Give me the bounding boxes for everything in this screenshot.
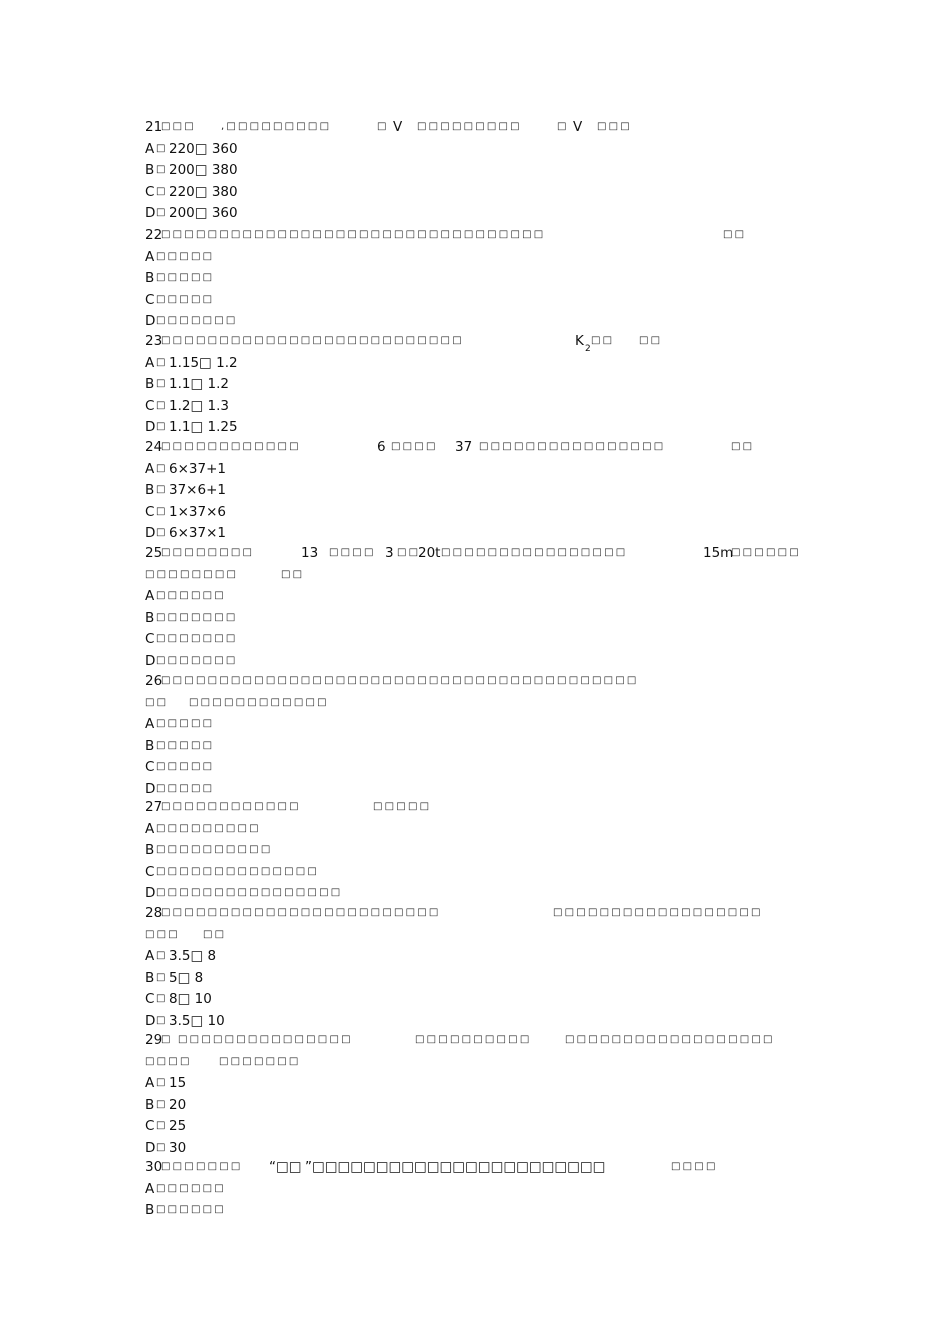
question-text: □□ (281, 568, 305, 580)
question-text: □□□□□□□□□□□□ (161, 441, 301, 452)
option-text: 1.1□ 1.2 (169, 376, 229, 392)
question-text: □□ (723, 229, 747, 240)
question-number: 23 (145, 333, 163, 349)
option-text: □□□□□ (156, 272, 215, 283)
question-text: ”□□□□□□□□□□□□□□□□□□□□□□□ (305, 1159, 606, 1175)
option-text: 1.15□ 1.2 (169, 354, 238, 371)
option-text: 3.5□ 8 (169, 948, 217, 964)
option-letter: B (145, 482, 155, 498)
option-text: □□□□□□□□□ (156, 822, 261, 834)
question-text: V (393, 119, 403, 135)
option-separator: □ (156, 356, 168, 368)
question-text: □□ (731, 441, 755, 452)
option-text: □□□□□□□□□□□□□□ (156, 865, 320, 877)
option-text: 1×37×6 (169, 503, 226, 520)
question-number: 24 (145, 439, 163, 455)
question-text: □□□□□□□□□□□□□□□□□□□□□□□□□□□□□□□□□□□□□□□□□ (161, 675, 639, 686)
option-letter: D (145, 885, 156, 901)
option-separator: □ (156, 1098, 168, 1110)
option-text: 200□ 380 (169, 162, 238, 178)
option-text: 220□ 380 (169, 183, 238, 200)
option-text: 6×37×1 (169, 525, 226, 541)
question-text: □□□□□□□□□□□□ (161, 801, 301, 812)
question-text: K (575, 333, 584, 349)
option-text: □□□□□□□ (156, 611, 238, 623)
option-separator: □ (156, 527, 168, 538)
option-separator: □ (156, 185, 168, 197)
option-separator: □ (156, 142, 168, 154)
question-text: 20t (418, 545, 441, 561)
question-text: 37 (455, 439, 473, 455)
question-number: 21 (145, 119, 163, 135)
option-letter: B (145, 842, 155, 858)
option-text: 15 (169, 1075, 187, 1091)
question-number: 26 (145, 673, 163, 689)
option-text: 200□ 360 (169, 205, 238, 221)
option-text: □□□□□□ (156, 1182, 226, 1194)
option-letter: C (145, 291, 155, 308)
option-letter: D (145, 419, 156, 435)
question-text: □□ (145, 696, 169, 708)
option-letter: D (145, 525, 156, 541)
option-text: □□□□□□□ (156, 633, 238, 644)
question-text: □□□□□ (373, 801, 432, 812)
option-letter: A (145, 460, 155, 477)
question-text: □□□□□□□ (161, 1161, 243, 1172)
question-text: □□□ (145, 928, 180, 940)
option-letter: B (145, 737, 155, 754)
option-separator: □ (156, 505, 168, 517)
option-letter: B (145, 969, 155, 986)
option-text: □□□□□ (156, 293, 215, 305)
option-separator: □ (156, 378, 168, 389)
option-text: 8□ 10 (169, 991, 212, 1007)
question-text: □□□□□□□□□□□□□□□□□□ (565, 1034, 775, 1045)
option-separator: □ (156, 971, 168, 983)
option-letter: C (145, 183, 155, 200)
option-letter: A (145, 948, 155, 964)
option-separator: □ (156, 164, 168, 175)
option-text: □□□□□□□□□□ (156, 844, 273, 855)
question-number: 29 (145, 1032, 163, 1048)
question-text: □□□ (161, 121, 196, 132)
question-text: □□□□□□□□□□□□□□□□ (441, 547, 628, 558)
option-text: □□□□□ (156, 739, 215, 751)
option-letter: D (145, 1012, 156, 1029)
question-text: □ (377, 121, 389, 132)
option-separator: □ (156, 207, 168, 218)
question-text: 13 (301, 545, 319, 561)
option-letter: D (145, 780, 156, 797)
option-letter: A (145, 140, 155, 157)
question-text: □□ (203, 928, 227, 940)
question-text: □□□□ (391, 441, 438, 452)
option-letter: B (145, 1096, 155, 1113)
option-text: 30 (169, 1139, 187, 1156)
question-number: 27 (145, 799, 163, 815)
question-text: 3 (385, 545, 394, 561)
question-text: □□□□□□□□□□□□□□□□□□□□□□□□ (161, 907, 441, 918)
option-letter: A (145, 716, 155, 732)
question-text: ,□□□□□□□□□ (221, 121, 332, 132)
option-text: □□□□□□□ (156, 654, 238, 666)
option-text: 37×6+1 (169, 482, 226, 498)
option-text: 25 (169, 1118, 187, 1134)
option-letter: A (145, 1180, 155, 1197)
option-text: 3.5□ 10 (169, 1012, 225, 1029)
question-text: □ (557, 121, 569, 132)
option-letter: A (145, 1075, 155, 1091)
option-text: 20 (169, 1096, 187, 1113)
question-text: 2 (585, 344, 591, 354)
option-text: □□□□□ (156, 718, 215, 729)
question-text: □□□□□□□□□□ (415, 1034, 532, 1045)
question-text: □ □□□□□□□□□□□□□□□ (161, 1034, 353, 1045)
option-separator: □ (156, 399, 168, 411)
question-text: □□□□□□□□□□□□ (189, 696, 329, 708)
option-text: □□□□□□ (156, 1204, 226, 1215)
option-letter: C (145, 991, 155, 1007)
option-separator: □ (156, 462, 168, 474)
option-text: □□□□□□□□□□□□□□□□ (156, 887, 343, 898)
question-text: □□□□□□□□ (161, 547, 255, 558)
question-text: “□□ (269, 1159, 302, 1175)
option-text: 1.1□ 1.25 (169, 419, 238, 435)
option-separator: □ (156, 1120, 168, 1131)
question-text: □□□□□□□□□□□□□□□□□□□□□□□□□□□□□□□□□ (161, 229, 546, 240)
option-letter: A (145, 820, 155, 837)
option-letter: B (145, 609, 155, 626)
option-letter: D (145, 313, 156, 329)
option-letter: C (145, 1118, 155, 1134)
question-text: V (573, 119, 583, 135)
question-number: 25 (145, 545, 163, 561)
question-number: 28 (145, 905, 163, 921)
question-text: □□ (591, 335, 615, 346)
question-text: □□□□ (329, 547, 376, 558)
option-text: □□□□□□ (156, 590, 226, 601)
option-text: 6×37+1 (169, 460, 226, 477)
option-separator: □ (156, 1014, 168, 1026)
option-letter: B (145, 376, 155, 392)
question-text: □□□□□□□□□□□□□□□□□□□□□□□□□□ (161, 335, 464, 346)
option-separator: □ (156, 993, 168, 1004)
question-text: □□□□□□□□□□□□□□□□□□ (553, 907, 763, 918)
option-text: □□□□□□□ (156, 315, 238, 326)
option-letter: B (145, 1202, 155, 1218)
option-letter: D (145, 652, 156, 669)
option-separator: □ (156, 421, 168, 432)
option-separator: □ (156, 1077, 168, 1088)
option-separator: □ (156, 484, 168, 495)
question-text: 15m (703, 545, 734, 561)
option-letter: A (145, 588, 155, 604)
option-text: □□□□□ (156, 761, 215, 772)
option-letter: C (145, 863, 155, 880)
question-text: □□□ (597, 121, 632, 132)
question-text: □□□□ (145, 1055, 192, 1067)
option-letter: B (145, 270, 155, 286)
option-text: □□□□□ (156, 782, 215, 794)
option-text: 5□ 8 (169, 969, 204, 986)
question-text: □□□□ (671, 1161, 718, 1172)
question-text: □□□□□□□ (219, 1055, 301, 1067)
question-text: □□ (639, 335, 663, 346)
question-text: □□□□□□□□□□□□□□□□ (479, 441, 666, 452)
question-text: 6 (377, 439, 386, 455)
option-letter: A (145, 354, 155, 371)
option-letter: D (145, 1139, 156, 1156)
option-separator: □ (156, 950, 168, 961)
option-letter: C (145, 631, 155, 647)
option-separator: □ (156, 1141, 168, 1153)
option-letter: C (145, 759, 155, 775)
question-number: 30 (145, 1159, 163, 1175)
question-text: □□ (397, 547, 421, 558)
question-text: □□□□□□ (731, 547, 801, 558)
option-text: 220□ 360 (169, 140, 238, 157)
option-letter: A (145, 248, 155, 265)
option-letter: D (145, 205, 156, 221)
question-text: □□□□□□□□ (145, 568, 239, 580)
option-letter: B (145, 162, 155, 178)
option-letter: C (145, 397, 155, 414)
option-letter: C (145, 503, 155, 520)
question-text: □□□□□□□□□ (417, 121, 522, 132)
option-text: □□□□□ (156, 250, 215, 262)
option-text: 1.2□ 1.3 (169, 397, 229, 414)
question-number: 22 (145, 227, 163, 243)
